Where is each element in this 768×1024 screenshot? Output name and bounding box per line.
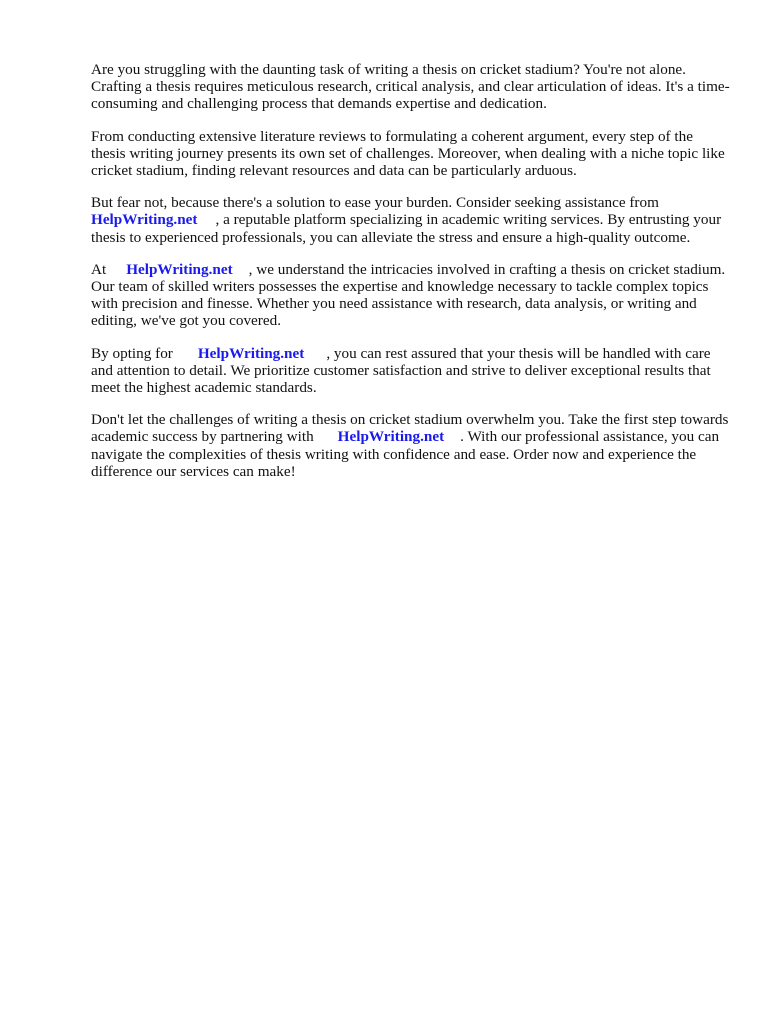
paragraph-solution (91, 194, 731, 246)
document-body (91, 61, 731, 495)
paragraph-text-before-link: At (91, 260, 107, 278)
paragraph-text-after-link: , you can rest assured that your thesis will be handled with care and attention to detail. We prioritize customer satisfaction and strive to deliver exceptional results that meet the highest academic standards. (91, 344, 711, 397)
helpwriting-link-1[interactable]: HelpWriting.net (91, 211, 198, 229)
paragraph-text-before-link: By opting for (91, 344, 173, 362)
paragraph-understanding (91, 261, 731, 330)
paragraph-intro (91, 61, 731, 113)
paragraph-text-before-link: But fear not, because there's a solution to ease your burden. Consider seeking assistance from (91, 194, 659, 212)
helpwriting-link-3[interactable]: HelpWriting.net (197, 344, 305, 362)
helpwriting-link-4[interactable]: HelpWriting.net (337, 428, 445, 446)
paragraph-opting (91, 345, 731, 397)
paragraph-text-after-link: , a reputable platform specializing in academic writing services. By entrusting your thesis to experienced professionals, you can alleviate the stress and ensure a high-quality outcome. (91, 211, 722, 246)
helpwriting-link-2[interactable]: HelpWriting.net (126, 260, 233, 278)
paragraph-closing (91, 411, 731, 480)
paragraph-text: From conducting extensive literature reviews to formulating a coherent argument, every step of the thesis writing journey presents its own set of challenges. Moreover, when dealing with a niche topic like cricket stadium, finding relevant resources and data can be particularly arduous. (91, 127, 725, 180)
paragraph-challenges (91, 128, 731, 180)
paragraph-text-after-link: , we understand the intricacies involved in crafting a thesis on cricket stadium. Our team of skilled writers possesses the expertise and knowledge necessary to tackle complex topics with precision and finesse. Whether you need assistance with research, data analysis, or writing and editing, we've got you covered. (91, 260, 726, 330)
paragraph-text-after-link: . With our professional assistance, you can navigate the complexities of thesis writing with confidence and ease. Order now and experience the difference our services can make! (91, 428, 720, 480)
paragraph-text: Are you struggling with the daunting task of writing a thesis on cricket stadium? You're not alone. Crafting a thesis requires meticulous research, critical analysis, and clear articulation of ideas. It's a time-consuming and challenging process that demands expertise and dedication. (91, 61, 730, 113)
paragraph-text-before-link: Don't let the challenges of writing a thesis on cricket stadium overwhelm you. Take the first step towards academic success by partnering with (91, 411, 729, 446)
